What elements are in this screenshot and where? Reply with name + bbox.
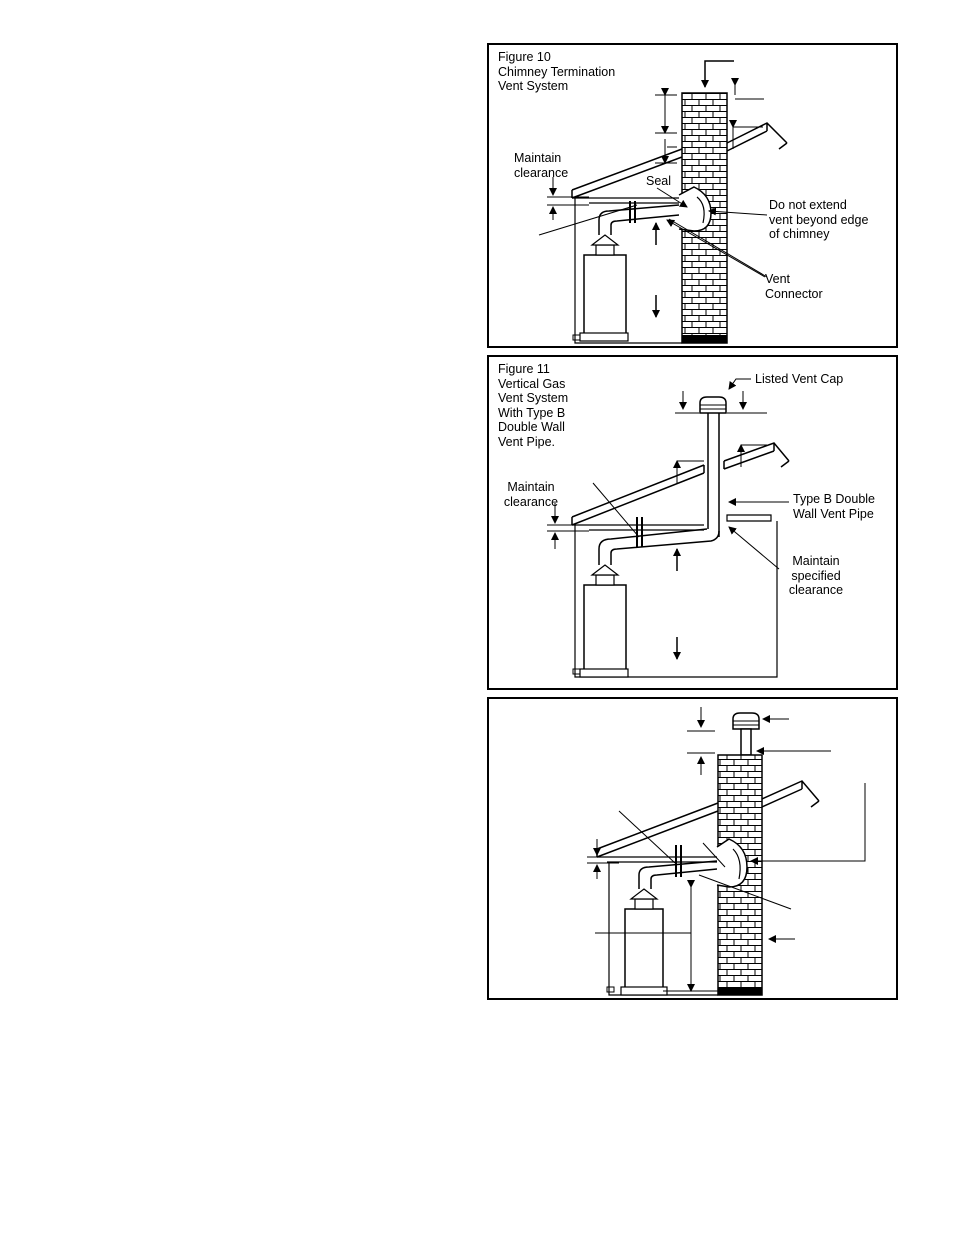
figure-11-title: Figure 11 Vertical Gas Vent System With Type B Double Wall Vent Pipe.	[498, 362, 569, 449]
chimney-liner-pipe	[741, 729, 751, 755]
vent-connector-label: Vent Connector	[765, 272, 823, 301]
roof-right	[762, 781, 819, 807]
chimney-base	[682, 335, 727, 343]
figure-12-panel	[487, 697, 898, 1000]
seal-label: Seal	[646, 174, 672, 188]
maintain-clearance-label: Maintain clearance	[503, 480, 559, 509]
water-heater	[584, 585, 626, 671]
roof-left	[597, 803, 718, 857]
vent-connector	[639, 861, 717, 889]
figure-10-title: Figure 10 Chimney Termination Vent System	[498, 50, 616, 93]
roof-left	[572, 465, 704, 525]
vent-connector	[599, 529, 719, 565]
ceiling	[597, 857, 718, 862]
figure-12-drawing	[489, 699, 896, 998]
maintain-clearance-label: Maintain clearance	[514, 151, 569, 180]
do-not-extend-label: Do not extend vent beyond edge of chimney	[769, 198, 869, 241]
figure-11-panel	[487, 355, 898, 690]
ceiling	[572, 515, 771, 530]
water-heater	[625, 909, 663, 989]
water-heater	[584, 255, 626, 335]
type-b-pipe-label: Type B Double Wall Vent Pipe	[793, 492, 875, 521]
listed-vent-cap-label: Listed Vent Cap	[755, 372, 844, 386]
figure-10-panel	[487, 43, 898, 348]
maintain-specified-label: Maintain specified clearance	[788, 554, 844, 597]
ceiling	[572, 198, 682, 203]
roof-right	[724, 443, 789, 469]
type-b-vent-pipe	[708, 413, 719, 537]
chimney-base	[718, 987, 762, 995]
